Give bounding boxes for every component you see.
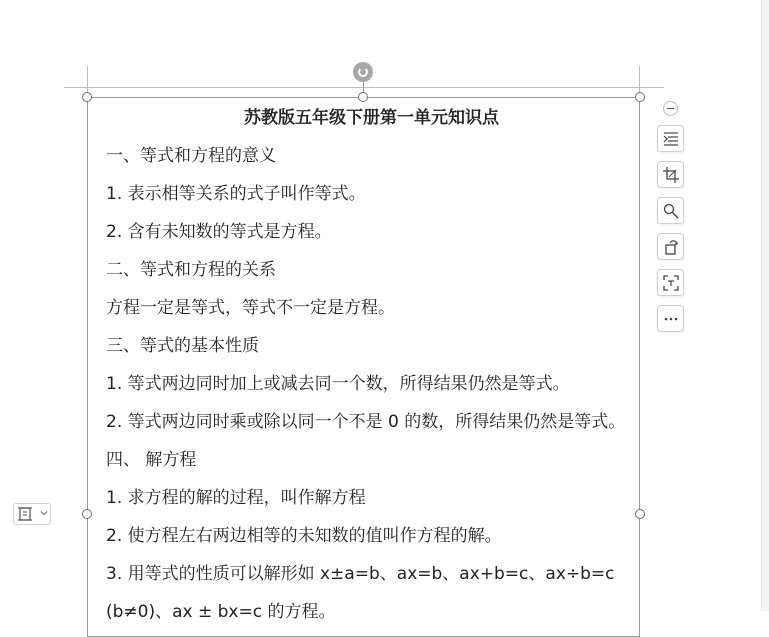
extract-text-button[interactable]	[657, 269, 684, 296]
section-heading: 四、 解方程	[106, 450, 197, 470]
crop-button[interactable]	[657, 161, 684, 188]
text-line: 1. 表示相等关系的式子叫作等式。	[106, 184, 366, 204]
text-line: 3. 用等式的性质可以解形如 x±a=b、ax=b、ax+b=c、ax÷b=c	[106, 564, 615, 584]
zoom-icon	[663, 203, 679, 219]
text-wrap-icon	[663, 131, 679, 147]
text-line: 2. 含有未知数的等式是方程。	[106, 222, 332, 242]
resize-handle-middle-right[interactable]	[635, 509, 645, 519]
text-wrap-button[interactable]	[657, 125, 684, 152]
selected-image-frame[interactable]	[87, 97, 640, 637]
rotate-button[interactable]	[657, 233, 684, 260]
collapse-icon[interactable]	[663, 101, 678, 116]
rotate-icon	[663, 239, 679, 255]
document-title: 苏教版五年级下册第一单元知识点	[244, 108, 499, 128]
zoom-button[interactable]	[657, 197, 684, 224]
guide-line-top	[64, 87, 664, 88]
resize-handle-middle-left[interactable]	[82, 509, 92, 519]
resize-handle-top-right[interactable]	[635, 92, 645, 102]
more-icon	[663, 311, 679, 327]
chevron-down-icon	[40, 509, 48, 517]
crop-icon	[663, 167, 679, 183]
text-line: 1. 求方程的解的过程，叫作解方程	[106, 488, 366, 508]
section-heading: 一、等式和方程的意义	[106, 146, 276, 166]
resize-handle-top-left[interactable]	[82, 92, 92, 102]
text-line: 2. 使方程左右两边相等的未知数的值叫作方程的解。	[106, 526, 502, 546]
text-line: (b≠0)、ax ± bx=c 的方程。	[106, 602, 336, 622]
rotate-handle-icon[interactable]	[353, 62, 373, 82]
section-heading: 二、等式和方程的关系	[106, 260, 276, 280]
text-line: 方程一定是等式，等式不一定是方程。	[106, 298, 395, 318]
section-heading: 三、等式的基本性质	[106, 336, 259, 356]
text-line: 1. 等式两边同时加上或减去同一个数，所得结果仍然是等式。	[106, 374, 570, 394]
layout-options-icon	[18, 507, 32, 521]
vertical-scrollbar[interactable]	[761, 0, 769, 611]
resize-handle-top-center[interactable]	[358, 92, 368, 102]
extract-text-icon	[663, 275, 679, 291]
layout-options-button[interactable]	[13, 503, 51, 525]
more-options-button[interactable]	[657, 305, 684, 332]
text-line: 2. 等式两边同时乘或除以同一个不是 0 的数，所得结果仍然是等式。	[106, 412, 626, 432]
